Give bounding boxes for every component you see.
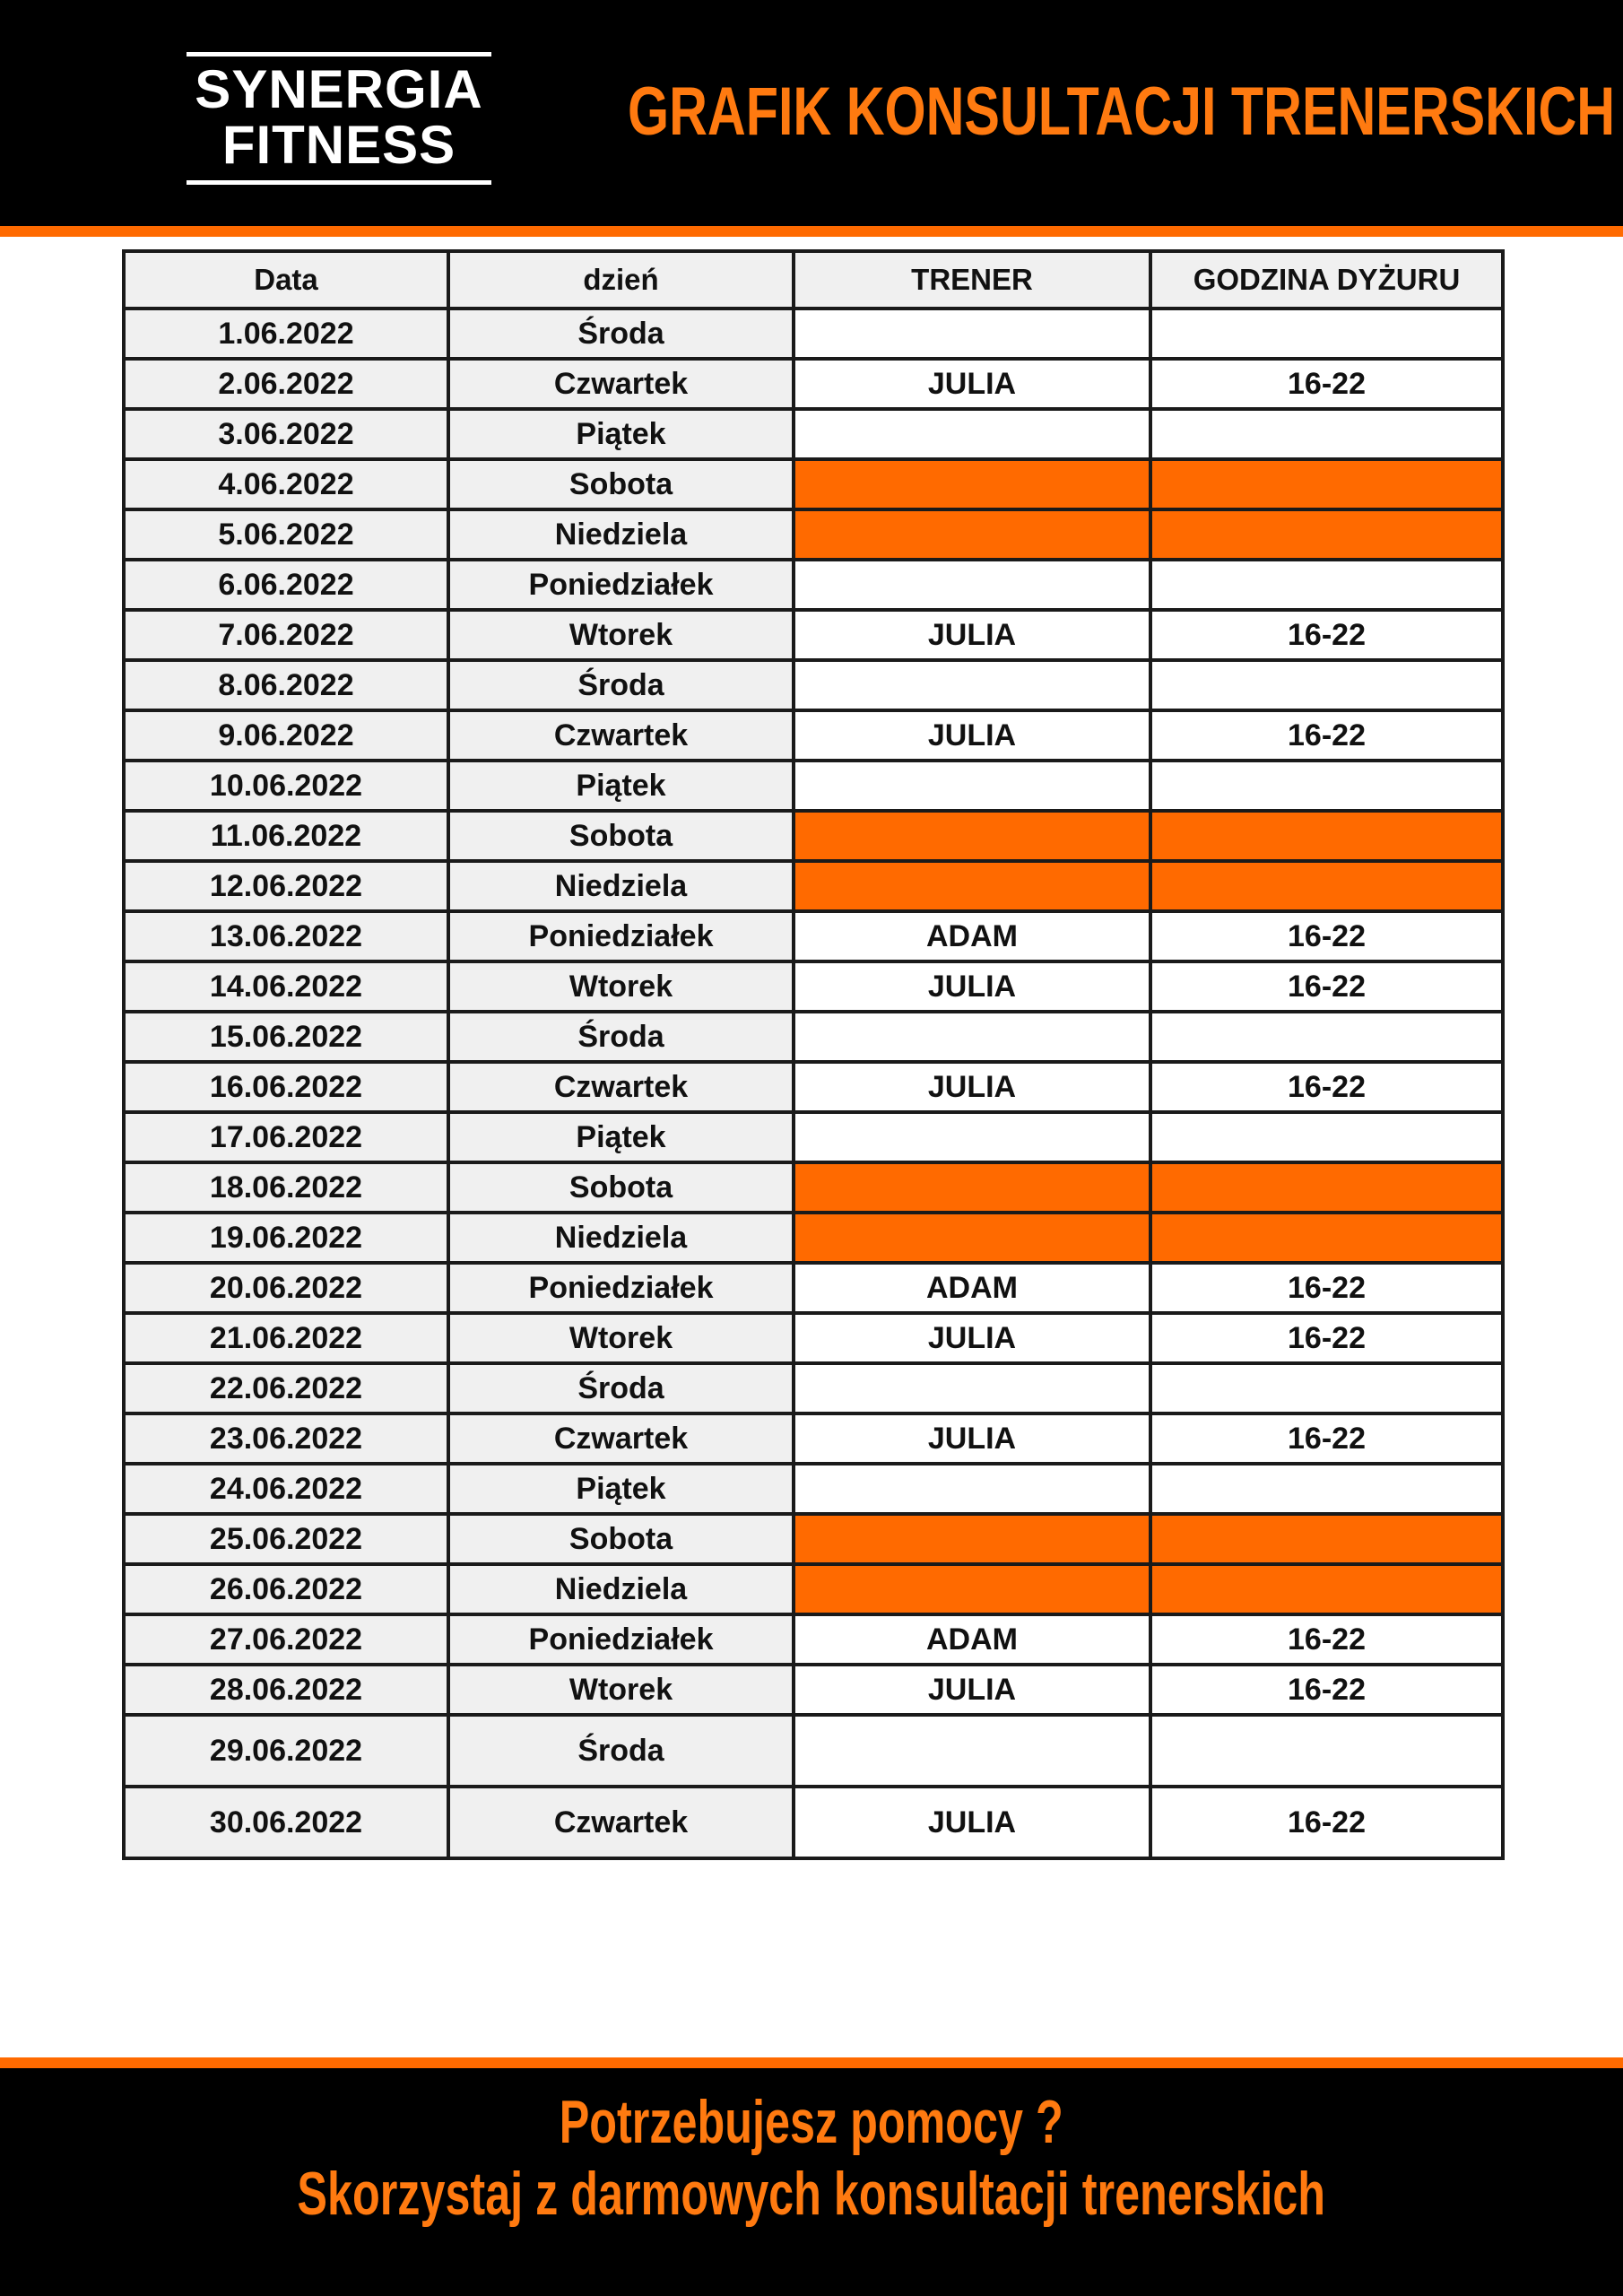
- date-cell: 26.06.2022: [124, 1564, 448, 1614]
- table-row: [124, 1213, 1503, 1263]
- footer-line-2: [0, 2158, 1623, 2230]
- trainer-cell: [794, 861, 1150, 911]
- trainer-cell: ADAM: [794, 1614, 1150, 1665]
- header-trainer: TRENER: [794, 251, 1150, 309]
- trainer-cell: [794, 560, 1150, 610]
- footer-band: [0, 2068, 1623, 2296]
- hours-cell: 16-22: [1150, 1313, 1503, 1363]
- footer-accent-stripe: [0, 2057, 1623, 2068]
- date-cell: 11.06.2022: [124, 811, 448, 861]
- trainer-cell: [794, 509, 1150, 560]
- date-cell: 17.06.2022: [124, 1112, 448, 1162]
- date-cell: 3.06.2022: [124, 409, 448, 459]
- day-cell: Poniedziałek: [448, 560, 794, 610]
- hours-cell: 16-22: [1150, 1062, 1503, 1112]
- trainer-cell: [794, 1012, 1150, 1062]
- day-cell: Wtorek: [448, 1313, 794, 1363]
- table-row: [124, 961, 1503, 1012]
- table-row: [124, 1112, 1503, 1162]
- hours-cell: 16-22: [1150, 1413, 1503, 1464]
- trainer-cell: [794, 1162, 1150, 1213]
- hours-cell: 16-22: [1150, 1614, 1503, 1665]
- hours-cell: [1150, 459, 1503, 509]
- date-cell: 30.06.2022: [124, 1787, 448, 1858]
- table-row: [124, 509, 1503, 560]
- day-cell: Niedziela: [448, 509, 794, 560]
- table-row: [124, 560, 1503, 610]
- day-cell: Piątek: [448, 761, 794, 811]
- day-cell: Sobota: [448, 1162, 794, 1213]
- hours-cell: 16-22: [1150, 359, 1503, 409]
- date-cell: 23.06.2022: [124, 1413, 448, 1464]
- table-row: [124, 610, 1503, 660]
- hours-cell: [1150, 1213, 1503, 1263]
- header-day: dzień: [448, 251, 794, 309]
- logo-bottom-rule: [187, 180, 491, 185]
- trainer-cell: JULIA: [794, 1313, 1150, 1363]
- day-cell: Piątek: [448, 409, 794, 459]
- logo-line-2: FITNESS: [221, 115, 456, 175]
- day-cell: Piątek: [448, 1112, 794, 1162]
- day-cell: Środa: [448, 1012, 794, 1062]
- table-row: [124, 1787, 1503, 1858]
- date-cell: 25.06.2022: [124, 1514, 448, 1564]
- date-cell: 1.06.2022: [124, 309, 448, 359]
- trainer-cell: [794, 409, 1150, 459]
- hours-cell: 16-22: [1150, 911, 1503, 961]
- footer-line-1: [0, 2086, 1623, 2158]
- trainer-cell: [794, 1564, 1150, 1614]
- day-cell: Sobota: [448, 1514, 794, 1564]
- day-cell: Środa: [448, 309, 794, 359]
- day-cell: Niedziela: [448, 1213, 794, 1263]
- page-title: GRAFIK KONSULTACJI TRENERSKICH: [628, 74, 1616, 150]
- date-cell: 20.06.2022: [124, 1263, 448, 1313]
- trainer-cell: JULIA: [794, 1787, 1150, 1858]
- hours-cell: [1150, 309, 1503, 359]
- header-accent-stripe: [0, 226, 1623, 237]
- table-row: [124, 710, 1503, 761]
- logo-top-rule: [187, 52, 491, 57]
- table-row: [124, 1263, 1503, 1313]
- day-cell: Sobota: [448, 459, 794, 509]
- trainer-cell: JULIA: [794, 1062, 1150, 1112]
- trainer-cell: JULIA: [794, 610, 1150, 660]
- table-row: [124, 1564, 1503, 1614]
- hours-cell: [1150, 660, 1503, 710]
- trainer-cell: [794, 1363, 1150, 1413]
- hours-cell: 16-22: [1150, 710, 1503, 761]
- date-cell: 29.06.2022: [124, 1715, 448, 1787]
- table-header-row: [124, 251, 1503, 309]
- date-cell: 15.06.2022: [124, 1012, 448, 1062]
- trainer-cell: [794, 660, 1150, 710]
- table-row: [124, 811, 1503, 861]
- table-row: [124, 1464, 1503, 1514]
- day-cell: Wtorek: [448, 1665, 794, 1715]
- date-cell: 10.06.2022: [124, 761, 448, 811]
- trainer-cell: [794, 1715, 1150, 1787]
- table-row: [124, 1514, 1503, 1564]
- table-row: [124, 911, 1503, 961]
- day-cell: Czwartek: [448, 1062, 794, 1112]
- table-row: [124, 309, 1503, 359]
- day-cell: Wtorek: [448, 610, 794, 660]
- day-cell: Czwartek: [448, 710, 794, 761]
- table-row: [124, 1614, 1503, 1665]
- day-cell: Piątek: [448, 1464, 794, 1514]
- hours-cell: 16-22: [1150, 1787, 1503, 1858]
- hours-cell: [1150, 811, 1503, 861]
- day-cell: Środa: [448, 660, 794, 710]
- table-row: [124, 1062, 1503, 1112]
- hours-cell: [1150, 861, 1503, 911]
- date-cell: 2.06.2022: [124, 359, 448, 409]
- date-cell: 14.06.2022: [124, 961, 448, 1012]
- trainer-cell: ADAM: [794, 911, 1150, 961]
- hours-cell: [1150, 1514, 1503, 1564]
- date-cell: 27.06.2022: [124, 1614, 448, 1665]
- logo-line-1: SYNERGIA: [195, 59, 483, 119]
- date-cell: 6.06.2022: [124, 560, 448, 610]
- header-band: [0, 0, 1623, 226]
- hours-cell: 16-22: [1150, 1263, 1503, 1313]
- trainer-cell: JULIA: [794, 1413, 1150, 1464]
- hours-cell: 16-22: [1150, 610, 1503, 660]
- hours-cell: [1150, 1012, 1503, 1062]
- date-cell: 18.06.2022: [124, 1162, 448, 1213]
- date-cell: 24.06.2022: [124, 1464, 448, 1514]
- date-cell: 22.06.2022: [124, 1363, 448, 1413]
- date-cell: 19.06.2022: [124, 1213, 448, 1263]
- hours-cell: [1150, 509, 1503, 560]
- trainer-cell: [794, 1213, 1150, 1263]
- hours-cell: 16-22: [1150, 961, 1503, 1012]
- day-cell: Poniedziałek: [448, 911, 794, 961]
- day-cell: Niedziela: [448, 861, 794, 911]
- synergia-fitness-logo: [187, 52, 491, 185]
- header-hours: GODZINA DYŻURU: [1150, 251, 1503, 309]
- date-cell: 4.06.2022: [124, 459, 448, 509]
- table-row: [124, 660, 1503, 710]
- table-row: [124, 1413, 1503, 1464]
- day-cell: Środa: [448, 1715, 794, 1787]
- hours-cell: [1150, 409, 1503, 459]
- trainer-cell: [794, 1464, 1150, 1514]
- date-cell: 21.06.2022: [124, 1313, 448, 1363]
- table-row: [124, 359, 1503, 409]
- hours-cell: [1150, 761, 1503, 811]
- table-row: [124, 459, 1503, 509]
- hours-cell: [1150, 1112, 1503, 1162]
- day-cell: Czwartek: [448, 359, 794, 409]
- hours-cell: 16-22: [1150, 1665, 1503, 1715]
- day-cell: Poniedziałek: [448, 1263, 794, 1313]
- trainer-cell: [794, 459, 1150, 509]
- trainer-cell: JULIA: [794, 710, 1150, 761]
- day-cell: Czwartek: [448, 1413, 794, 1464]
- table-row: [124, 761, 1503, 811]
- date-cell: 13.06.2022: [124, 911, 448, 961]
- schedule-body: [124, 309, 1503, 1858]
- date-cell: 12.06.2022: [124, 861, 448, 911]
- hours-cell: [1150, 1564, 1503, 1614]
- date-cell: 9.06.2022: [124, 710, 448, 761]
- date-cell: 8.06.2022: [124, 660, 448, 710]
- table-row: [124, 409, 1503, 459]
- table-row: [124, 1363, 1503, 1413]
- day-cell: Poniedziałek: [448, 1614, 794, 1665]
- trainer-cell: [794, 811, 1150, 861]
- footer-text-2: Skorzystaj z darmowych konsultacji trenerskich: [297, 2160, 1326, 2228]
- day-cell: Wtorek: [448, 961, 794, 1012]
- hours-cell: [1150, 1464, 1503, 1514]
- table-row: [124, 1313, 1503, 1363]
- date-cell: 7.06.2022: [124, 610, 448, 660]
- trainer-cell: JULIA: [794, 961, 1150, 1012]
- trainer-cell: ADAM: [794, 1263, 1150, 1313]
- footer-text-1: Potrzebujesz pomocy ?: [559, 2088, 1064, 2156]
- hours-cell: [1150, 1715, 1503, 1787]
- schedule-table: [122, 249, 1505, 1860]
- date-cell: 5.06.2022: [124, 509, 448, 560]
- day-cell: Środa: [448, 1363, 794, 1413]
- hours-cell: [1150, 1162, 1503, 1213]
- trainer-cell: [794, 1112, 1150, 1162]
- table-row: [124, 1012, 1503, 1062]
- trainer-cell: JULIA: [794, 1665, 1150, 1715]
- table-row: [124, 1715, 1503, 1787]
- day-cell: Sobota: [448, 811, 794, 861]
- day-cell: Niedziela: [448, 1564, 794, 1614]
- date-cell: 16.06.2022: [124, 1062, 448, 1112]
- header-date: Data: [124, 251, 448, 309]
- trainer-cell: JULIA: [794, 359, 1150, 409]
- trainer-cell: [794, 309, 1150, 359]
- date-cell: 28.06.2022: [124, 1665, 448, 1715]
- day-cell: Czwartek: [448, 1787, 794, 1858]
- table-row: [124, 1162, 1503, 1213]
- hours-cell: [1150, 1363, 1503, 1413]
- trainer-cell: [794, 1514, 1150, 1564]
- table-row: [124, 1665, 1503, 1715]
- table-row: [124, 861, 1503, 911]
- trainer-cell: [794, 761, 1150, 811]
- hours-cell: [1150, 560, 1503, 610]
